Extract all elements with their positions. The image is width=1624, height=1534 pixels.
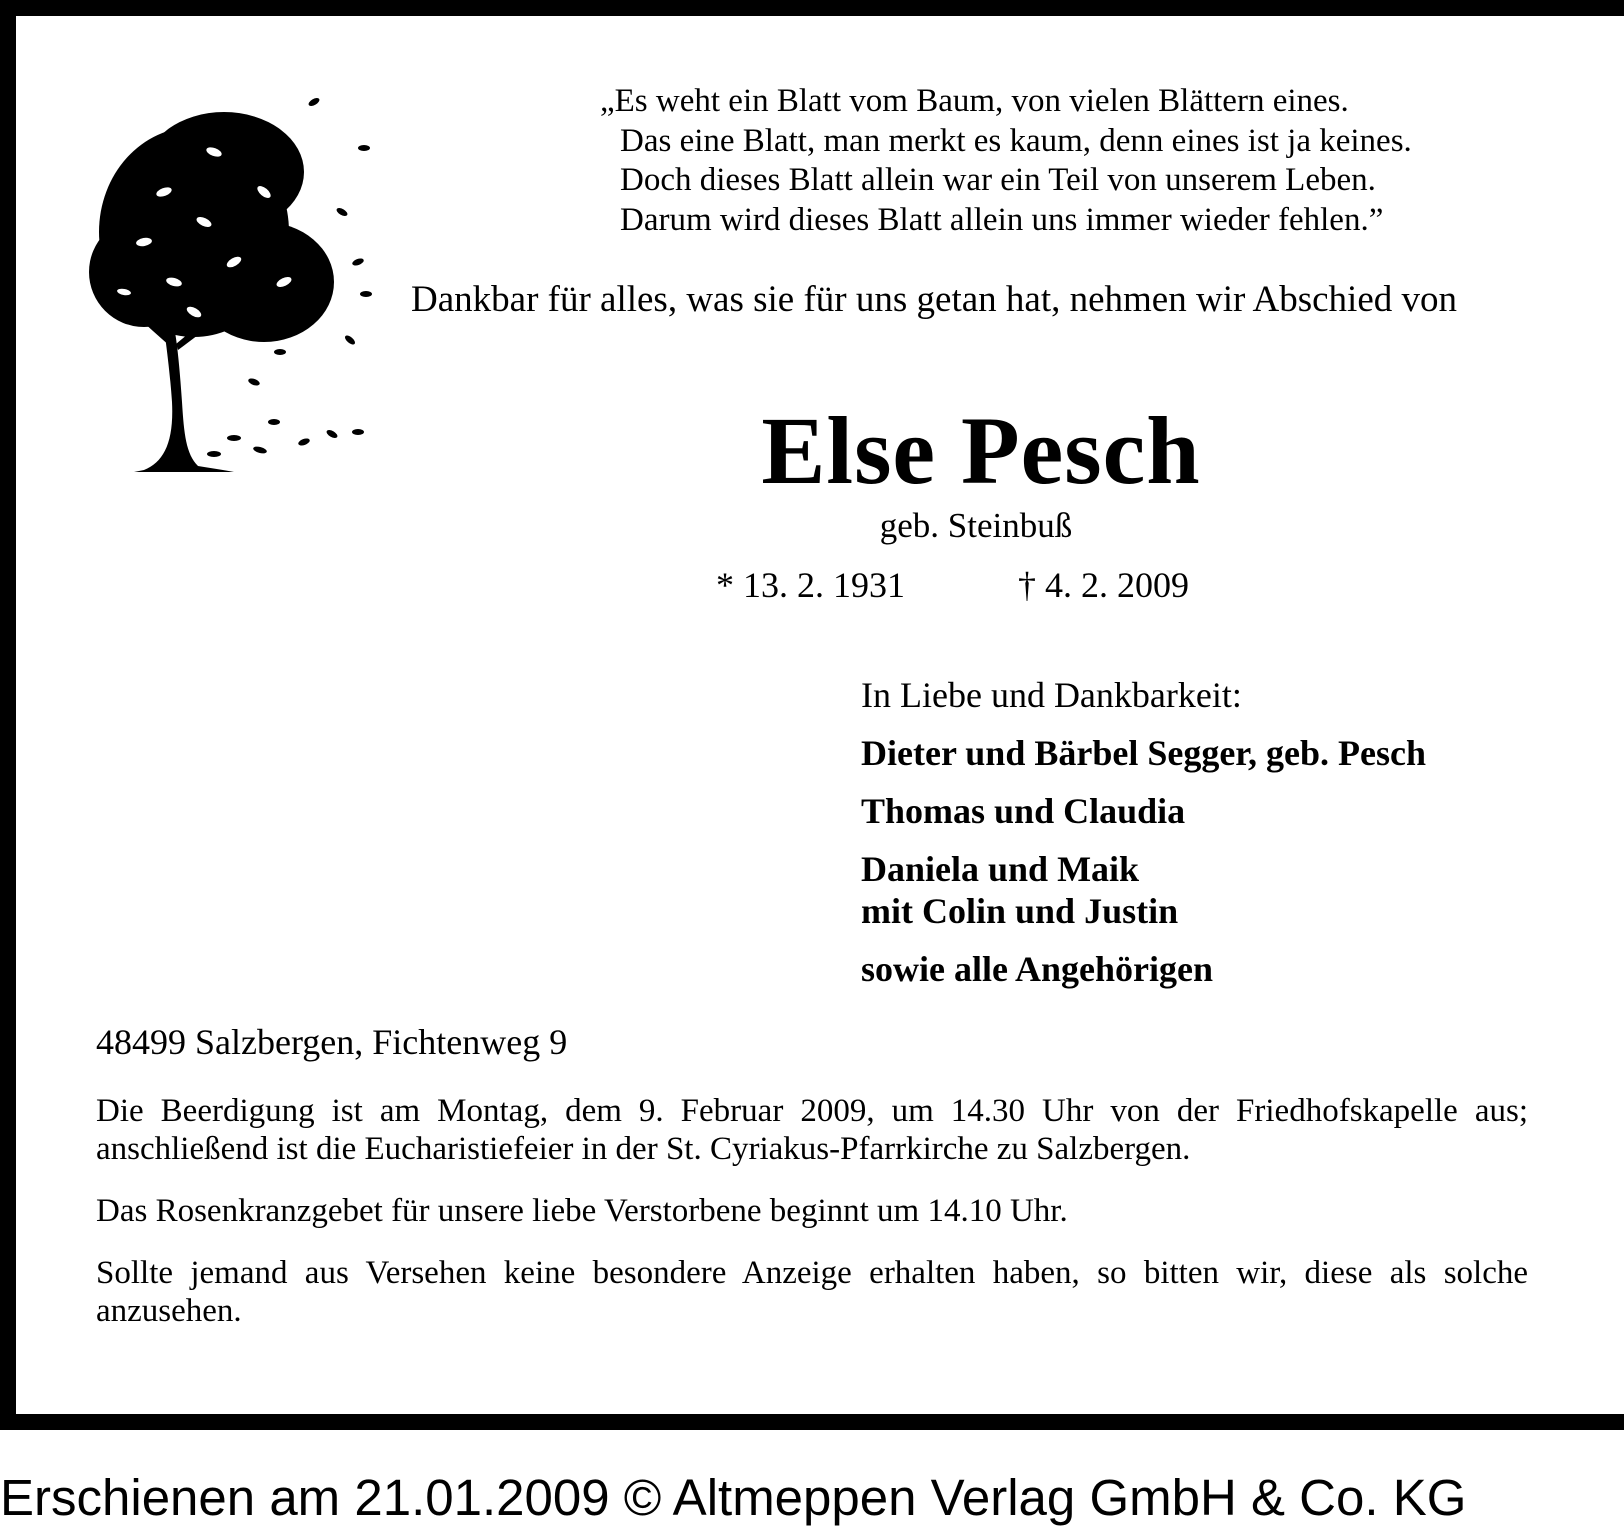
birth-date: * 13. 2. 1931	[716, 565, 905, 605]
mourner-line: mit Colin und Justin	[861, 891, 1179, 931]
notice-text: Sollte jemand aus Versehen keine besondere Anzeige erhalten haben, so bitten wir, diese als solche anzusehen.	[96, 1255, 1528, 1329]
poem-line: „Es weht ein Blatt vom Baum, von vielen Blättern eines.	[600, 83, 1349, 119]
publication-footer: Erschienen am 21.01.2009 © Altmeppen Verlag GmbH & Co. KG	[0, 1469, 1467, 1526]
poem-quote	[600, 82, 1412, 240]
mourner-line: Dieter und Bärbel Segger, geb. Pesch	[861, 733, 1426, 773]
birth-name: geb. Steinbuß	[879, 506, 1073, 545]
rosary-details: Das Rosenkranzgebet für unsere liebe Verstorbene beginnt um 14.10 Uhr.	[96, 1193, 1068, 1229]
mourners-label: In Liebe und Dankbarkeit:	[861, 675, 1242, 715]
mourner-line: sowie alle Angehörigen	[861, 949, 1213, 989]
mourner-line: Daniela und Maik	[861, 849, 1140, 889]
poem-line: Doch dieses Blatt allein war ein Teil von unserem Leben.	[620, 162, 1376, 198]
mourner-line: Thomas und Claudia	[861, 791, 1186, 831]
deceased-name: Else Pesch	[761, 397, 1201, 504]
death-date: † 4. 2. 2009	[1018, 565, 1189, 605]
funeral-details: Die Beerdigung ist am Montag, dem 9. Februar 2009, um 14.30 Uhr von der Friedhofskapelle aus; anschließend ist die Eucharistiefeier in der St. Cyriakus-Pfarrkirche zu Salzbergen.	[96, 1093, 1528, 1167]
poem-line: Darum wird dieses Blatt allein uns immer wieder fehlen.”	[620, 201, 1384, 238]
poem-line: Das eine Blatt, man merkt es kaum, denn eines ist ja keines.	[620, 122, 1412, 159]
farewell-intro: Dankbar für alles, was sie für uns getan hat, nehmen wir Abschied von	[411, 279, 1457, 320]
address: 48499 Salzbergen, Fichtenweg 9	[96, 1022, 568, 1062]
